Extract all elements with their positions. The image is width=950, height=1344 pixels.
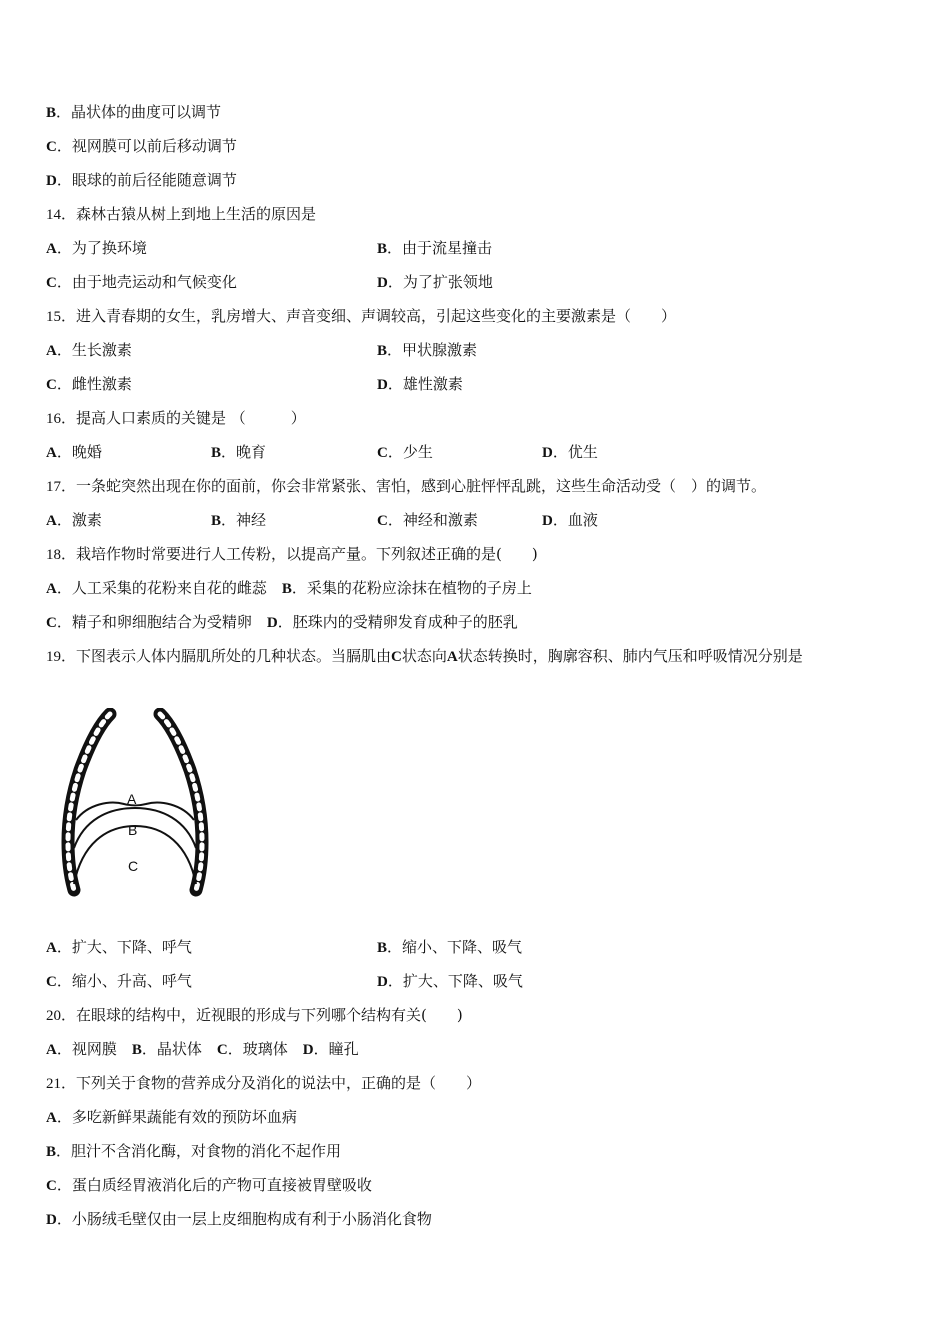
question-text: ．一条蛇突然出现在你的面前，你会非常紧张、害怕，感到心脏怦怦乱跳，这些生命活动受（ ）的调节。	[61, 477, 767, 495]
q17-option-b	[211, 510, 266, 530]
q14-option-a	[46, 238, 147, 258]
left-rib-cage	[68, 714, 110, 890]
q13-option-d	[46, 170, 237, 190]
option-text: ．扩大、下降、呼气	[56, 938, 192, 956]
q17-stem	[46, 476, 766, 496]
option-letter: C	[46, 974, 57, 990]
option-letter: B	[131, 1042, 142, 1058]
option-text: ．生长激素	[56, 341, 132, 359]
option-letter: D	[542, 445, 553, 461]
question-text: 状态向	[401, 647, 447, 665]
q17-option-c	[377, 510, 478, 530]
question-text: ．森林古猿从树上到地上生活的原因是	[61, 205, 317, 223]
option-text: ．神经和激素	[387, 511, 478, 529]
question-number: 21	[46, 1076, 61, 1092]
question-text: ．下列关于食物的营养成分及消化的说法中，正确的是（ ）	[61, 1074, 482, 1092]
option-letter: B	[377, 343, 388, 359]
option-letter: B	[46, 105, 57, 121]
option-letter: B	[281, 581, 292, 597]
option-letter: D	[542, 513, 553, 529]
q16-stem	[46, 408, 306, 428]
diaphragm-diagram	[58, 708, 218, 904]
q21-option-a	[46, 1107, 297, 1127]
q15-stem	[46, 306, 676, 326]
q19-stem	[46, 646, 803, 666]
option-letter: C	[46, 615, 57, 631]
diagram-label-c: C	[128, 858, 139, 874]
q15-option-c	[46, 374, 132, 394]
question-text: ．下图表示人体内膈肌所处的几种状态。当膈肌由	[61, 647, 392, 665]
option-letter: A	[46, 581, 57, 597]
q19-option-a	[46, 937, 192, 957]
option-text: ．玻璃体	[227, 1040, 303, 1058]
question-number: 15	[46, 309, 61, 325]
q16-option-c	[377, 442, 433, 462]
q18-stem	[46, 544, 538, 564]
option-letter: D	[46, 1212, 57, 1228]
option-letter: C	[377, 445, 388, 461]
option-text: ．瞳孔	[313, 1040, 359, 1058]
option-letter: A	[46, 343, 57, 359]
option-text: ．神经	[221, 511, 267, 529]
q16-option-b	[211, 442, 266, 462]
q14-option-c	[46, 272, 237, 292]
q19-option-b	[377, 937, 522, 957]
option-letter: C	[46, 139, 57, 155]
option-text: ．小肠绒毛壁仅由一层上皮细胞构成有利于小肠消化食物	[56, 1210, 432, 1228]
option-text: ．人工采集的花粉来自花的雌蕊	[56, 579, 282, 597]
q15-option-d	[377, 374, 463, 394]
q19-option-c	[46, 971, 192, 991]
option-letter: D	[266, 615, 278, 631]
q16-option-a	[46, 442, 102, 462]
option-letter: C	[46, 377, 57, 393]
option-letter: B	[46, 1144, 57, 1160]
option-text: ．胚珠内的受精卵发育成种子的胚乳	[277, 613, 518, 631]
q21-option-c	[46, 1175, 372, 1195]
q14-option-b	[377, 238, 492, 258]
q21-option-b	[46, 1141, 341, 1161]
option-letter: A	[46, 445, 57, 461]
q20-options	[46, 1039, 359, 1059]
question-number: 18	[46, 547, 61, 563]
option-letter: B	[211, 445, 222, 461]
q21-stem	[46, 1073, 481, 1093]
question-text: ．栽培作物时常要进行人工传粉，以提高产量。下列叙述正确的是( )	[61, 545, 538, 563]
option-text: ．采集的花粉应涂抹在植物的子房上	[291, 579, 532, 597]
option-text: ．由于地壳运动和气候变化	[56, 273, 237, 291]
q18-options-cd	[46, 612, 518, 632]
q17-option-d	[542, 510, 598, 530]
option-letter: B	[211, 513, 222, 529]
diagram-label-a: A	[127, 791, 137, 807]
option-text: ．晶状体的曲度可以调节	[56, 103, 222, 121]
option-text: ．晚育	[221, 443, 267, 461]
q20-stem	[46, 1005, 463, 1025]
q15-option-b	[377, 340, 477, 360]
option-letter: C	[377, 513, 388, 529]
option-text: ．激素	[56, 511, 102, 529]
q21-option-d	[46, 1209, 432, 1229]
question-text: ．提高人口素质的关键是 （ ）	[61, 409, 306, 427]
option-letter: A	[46, 1042, 57, 1058]
option-text: ．为了换环境	[56, 239, 147, 257]
q19-option-d	[377, 971, 523, 991]
option-text: ．视网膜	[56, 1040, 132, 1058]
question-number: 16	[46, 411, 61, 427]
state-c-label: C	[391, 649, 402, 665]
option-text: ．血液	[552, 511, 598, 529]
q15-option-a	[46, 340, 132, 360]
q17-option-a	[46, 510, 102, 530]
option-text: ．少生	[387, 443, 433, 461]
option-text: ．胆汁不含消化酶，对食物的消化不起作用	[56, 1142, 342, 1160]
option-letter: C	[46, 275, 57, 291]
option-text: ．由于流星撞击	[387, 239, 493, 257]
option-letter: A	[46, 513, 57, 529]
option-letter: A	[46, 940, 57, 956]
option-letter: D	[377, 377, 388, 393]
option-text: ．晚婚	[56, 443, 102, 461]
option-text: ．雄性激素	[387, 375, 463, 393]
question-text: ．在眼球的结构中，近视眼的形成与下列哪个结构有关( )	[61, 1006, 463, 1024]
option-letter: D	[377, 275, 388, 291]
q16-option-d	[542, 442, 598, 462]
option-letter: A	[46, 241, 57, 257]
q13-option-c	[46, 136, 237, 156]
question-number: 19	[46, 649, 61, 665]
option-letter: C	[216, 1042, 228, 1058]
option-text: ．缩小、下降、吸气	[387, 938, 523, 956]
option-letter: B	[377, 940, 388, 956]
question-number: 20	[46, 1008, 61, 1024]
diagram-label-b: B	[128, 822, 138, 838]
q18-options-ab	[46, 578, 532, 598]
option-letter: D	[302, 1042, 314, 1058]
option-letter: D	[46, 173, 57, 189]
option-text: ．缩小、升高、呼气	[56, 972, 192, 990]
q14-stem	[46, 204, 316, 224]
option-text: ．晶状体	[141, 1040, 217, 1058]
option-text: ．优生	[552, 443, 598, 461]
option-text: ．眼球的前后径能随意调节	[56, 171, 237, 189]
question-number: 14	[46, 207, 61, 223]
option-text: ．扩大、下降、吸气	[387, 972, 523, 990]
state-a-label: A	[446, 649, 458, 665]
option-text: ．雌性激素	[56, 375, 132, 393]
question-text: ．进入青春期的女生，乳房增大、声音变细、声调较高，引起这些变化的主要激素是（ ）	[61, 307, 677, 325]
option-text: ．甲状腺激素	[387, 341, 478, 359]
question-number: 17	[46, 479, 61, 495]
option-text: ．多吃新鲜果蔬能有效的预防坏血病	[56, 1108, 297, 1126]
option-letter: D	[377, 974, 388, 990]
q14-option-d	[377, 272, 493, 292]
option-text: ．蛋白质经胃液消化后的产物可直接被胃壁吸收	[56, 1176, 372, 1194]
right-rib-cage	[160, 714, 202, 890]
option-letter: A	[46, 1110, 57, 1126]
option-letter: C	[46, 1178, 57, 1194]
q13-option-b	[46, 102, 221, 122]
option-letter: B	[377, 241, 388, 257]
option-text: ．精子和卵细胞结合为受精卵	[56, 613, 267, 631]
question-text: 状态转换时，胸廓容积、肺内气压和呼吸情况分别是	[457, 647, 803, 665]
option-text: ．视网膜可以前后移动调节	[56, 137, 237, 155]
option-text: ．为了扩张领地	[387, 273, 493, 291]
